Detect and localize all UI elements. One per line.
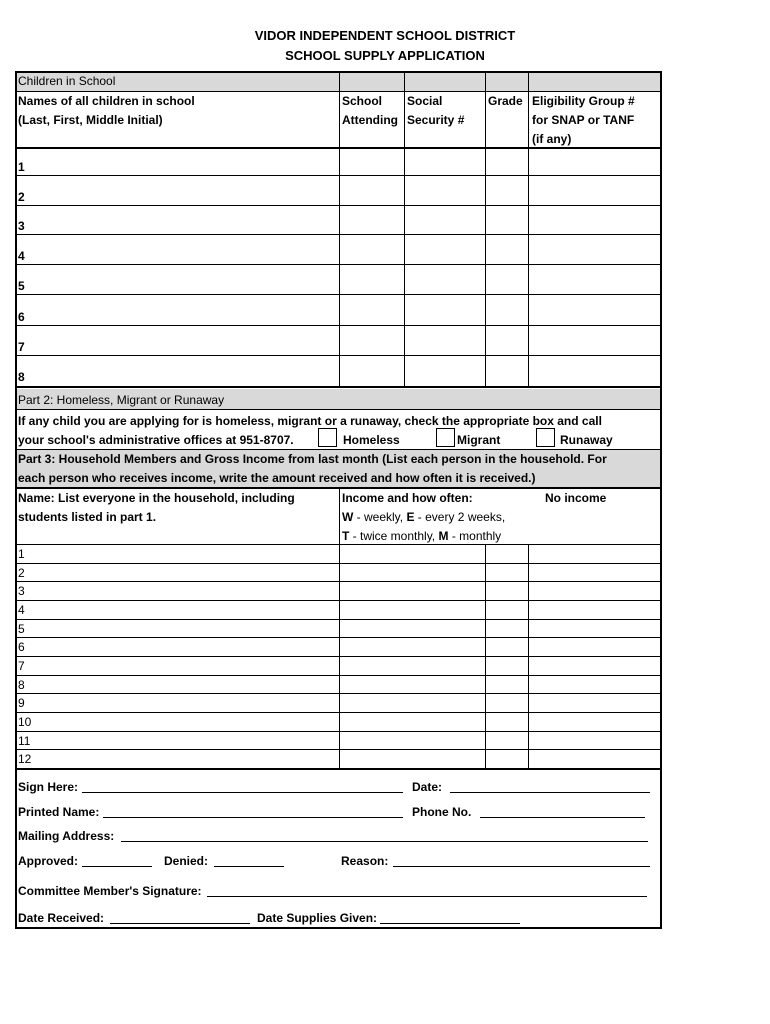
approved-label: Approved: [18, 854, 78, 868]
runaway-checkbox[interactable] [536, 428, 555, 447]
col-school-sub: Attending [342, 113, 398, 127]
household-row-8: 8 [18, 678, 25, 692]
income-label: Income and how often: [342, 491, 473, 505]
date-supplies-label: Date Supplies Given: [257, 911, 378, 925]
col-elig-sub2: (if any) [532, 132, 572, 146]
child-row-4: 4 [18, 249, 25, 263]
reason-line[interactable] [393, 866, 650, 867]
form-border-left [15, 71, 17, 929]
phone-line[interactable] [480, 817, 645, 818]
household-row-12: 12 [18, 752, 32, 766]
col-names-label: Names of all children in school [18, 94, 195, 108]
col-names-sub: (Last, First, Middle Initial) [18, 113, 163, 127]
p1-vline [485, 72, 486, 387]
p3-vline [528, 544, 529, 769]
phone-label: Phone No. [412, 805, 472, 819]
p1-vline [404, 72, 405, 387]
child-row-2: 2 [18, 190, 25, 204]
printed-name-label: Printed Name: [18, 805, 100, 819]
runaway-label: Runaway [560, 433, 613, 447]
household-row-10: 10 [18, 715, 32, 729]
mailing-address-line[interactable] [121, 841, 648, 842]
household-row-3: 3 [18, 584, 25, 598]
form-subtitle: SCHOOL SUPPLY APPLICATION [285, 48, 485, 63]
no-income-label: No income [545, 491, 607, 505]
household-name-label: Name: List everyone in the household, including [18, 491, 295, 505]
income-legend-2: T - twice monthly, M - monthly [342, 529, 502, 543]
p2-hline [16, 409, 661, 410]
migrant-checkbox[interactable] [436, 428, 455, 447]
household-name-sub: students listed in part 1. [18, 510, 157, 524]
household-row-4: 4 [18, 603, 25, 617]
date-line[interactable] [450, 792, 650, 793]
child-row-7: 7 [18, 340, 25, 354]
household-row-2: 2 [18, 566, 25, 580]
household-row-1: 1 [18, 547, 25, 561]
p1-vline [339, 72, 340, 387]
child-row-5: 5 [18, 279, 25, 293]
form-border-bottom [15, 927, 662, 929]
p3-vline [485, 544, 486, 769]
household-row-11: 11 [18, 734, 31, 748]
child-row-8: 8 [18, 370, 25, 384]
p3-vline [339, 488, 340, 769]
form-border-right [660, 71, 662, 929]
committee-signature-label: Committee Member's Signature: [18, 884, 202, 898]
form-title: VIDOR INDEPENDENT SCHOOL DISTRICT [254, 28, 516, 43]
migrant-label: Migrant [457, 433, 501, 447]
col-grade-label: Grade [488, 94, 523, 108]
col-elig-sub1: for SNAP or TANF [532, 113, 635, 127]
child-row-3: 3 [18, 219, 25, 233]
homeless-checkbox[interactable] [318, 428, 337, 447]
part3-heading-2: each person who receives income, write the amount received and how often it is received.) [18, 471, 536, 485]
approved-line[interactable] [82, 866, 152, 867]
reason-label: Reason: [341, 854, 389, 868]
committee-signature-line[interactable] [207, 896, 647, 897]
part2-instructions: If any child you are applying for is homeless, migrant or a runaway, check the appropriate box and call [18, 414, 602, 428]
printed-name-line[interactable] [103, 817, 403, 818]
p2-hline [16, 449, 661, 450]
date-label: Date: [412, 780, 443, 794]
col-ssn-label: Social [407, 94, 443, 108]
child-row-6: 6 [18, 310, 25, 324]
date-received-label: Date Received: [18, 911, 105, 925]
homeless-label: Homeless [343, 433, 400, 447]
part2-phone-text: your school's administrative offices at 951-8707. [18, 433, 294, 447]
household-row-7: 7 [18, 659, 25, 673]
household-row-6: 6 [18, 640, 25, 654]
household-row-9: 9 [18, 696, 25, 710]
col-school-label: School [342, 94, 383, 108]
denied-line[interactable] [214, 866, 284, 867]
income-legend-1: W - weekly, E - every 2 weeks, [342, 510, 506, 524]
sign-here-label: Sign Here: [18, 780, 79, 794]
mailing-address-label: Mailing Address: [18, 829, 115, 843]
col-elig-label: Eligibility Group # [532, 94, 635, 108]
sign-here-line[interactable] [82, 792, 403, 793]
part2-heading: Part 2: Homeless, Migrant or Runaway [18, 393, 225, 407]
date-received-line[interactable] [110, 923, 250, 924]
part3-heading: Part 3: Household Members and Gross Income from last month (List each person in the household. For [18, 452, 607, 466]
date-supplies-line[interactable] [380, 923, 520, 924]
denied-label: Denied: [164, 854, 209, 868]
col-ssn-sub: Security # [407, 113, 465, 127]
part1-heading: Children in School [18, 74, 116, 88]
p1-vline [528, 72, 529, 387]
household-row-5: 5 [18, 622, 25, 636]
child-row-1: 1 [18, 160, 25, 174]
